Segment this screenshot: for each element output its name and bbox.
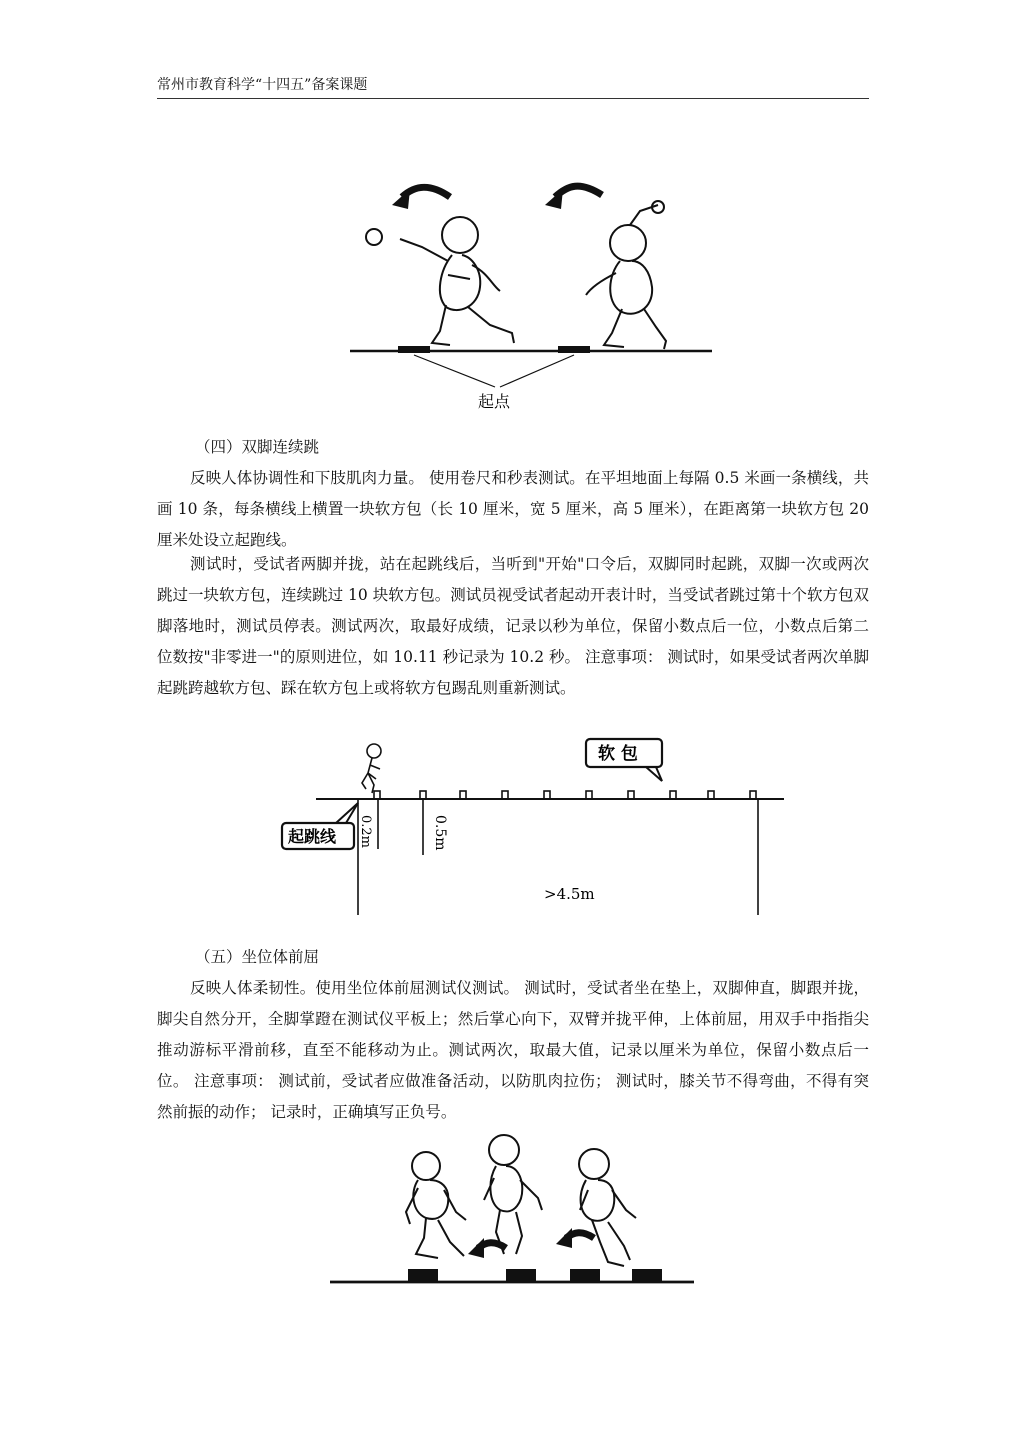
- figure-jump-sequence: [326, 1128, 698, 1290]
- child-figure-icon: [484, 1135, 542, 1254]
- section-4-para-2: 测试时，受试者两脚并拢，站在起跳线后，当听到"开始"口令后，双脚同时起跳，双脚一次或两次跳过一块软方包，连续跳过 10 块软方包。测试员视受试者起动开表计时，当受试者跳过第十个软方包双脚落地时，测试员停表。测试两次，取最好成绩，记录以秒为单位，保留小数点后一位，小数点后第二位数按"非零进一"的原则进位，如 10.11 秒记录为 10.2 秒。 注意事项： 测试时，如果受试者两次单脚起跳跨越软方包、踩在软方包上或将软方包踢乱则重新测试。: [157, 555, 869, 697]
- distance-0.5m-label: 0.5m: [432, 815, 448, 851]
- section-5-para-1: 反映人体柔韧性。使用坐位体前屈测试仪测试。 测试时，受试者坐在垫上，双脚伸直，脚跟并拢，脚尖自然分开，全脚掌蹬在测试仪平板上；然后掌心向下，双臂并拢平伸，上体前屈，用双手中指指尖推动游标平滑前移，直至不能移动为止。测试两次，取最大值，记录以厘米为单位，保留小数点后一位。 注意事项： 测试前，受试者应做准备活动，以防肌肉拉伤； 测试时，膝关节不得弯曲，不得有突然前振的动作； 记录时，正确填写正负号。: [157, 979, 869, 1121]
- total-distance-label: >4.5m: [544, 885, 595, 903]
- figure-run-start: [340, 175, 720, 415]
- child-figure-icon: [586, 201, 666, 349]
- start-mark: [398, 346, 430, 353]
- child-figure-icon: [400, 217, 514, 345]
- soft-bag: [506, 1269, 536, 1283]
- header-title: 常州市教育科学“十四五”备案课题: [157, 77, 368, 93]
- start-point-label: 起点: [478, 392, 511, 411]
- start-mark: [558, 346, 590, 353]
- soft-bag-label: 软 包: [598, 744, 638, 764]
- child-figure-icon: [406, 1152, 466, 1258]
- figure-jump-course: [276, 735, 790, 917]
- soft-bag: [570, 1269, 600, 1283]
- section-4-para-1: 反映人体协调性和下肢肌肉力量。 使用卷尺和秒表测试。在平坦地面上每隔 0.5 米画一条横线，共画 10 条，每条横线上横置一块软方包（长 10 厘米，宽 5 厘米，高 5 厘米），在距离第一块软方包 20 厘米处设立起跑线。: [157, 469, 869, 549]
- section-5-title: （五）坐位体前屈: [195, 948, 320, 966]
- jumper-figure-icon: [362, 744, 381, 793]
- soft-bag: [632, 1269, 662, 1283]
- section-4-title: （四）双脚连续跳: [195, 438, 320, 456]
- child-figure-icon: [579, 1149, 636, 1266]
- ball-icon: [366, 229, 382, 245]
- soft-bag: [408, 1269, 438, 1283]
- distance-0.2m-label: 0.2m: [358, 815, 373, 849]
- page-header: [157, 74, 869, 99]
- start-line-label: 起跳线: [288, 827, 337, 846]
